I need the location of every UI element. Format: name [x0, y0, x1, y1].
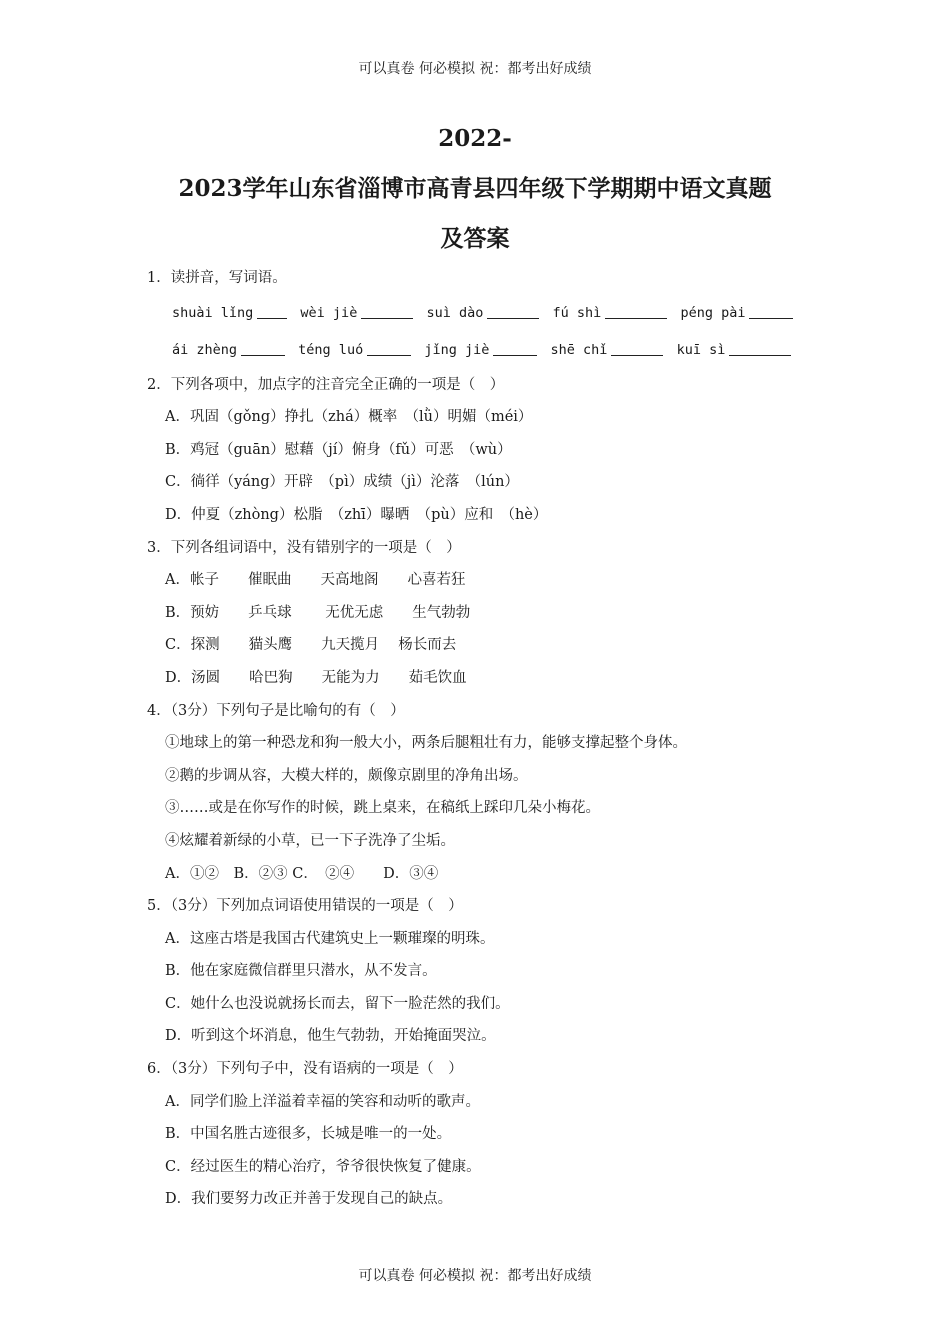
question-5-stem: 5．（3分）下列加点词语使用错误的一项是（ ） — [147, 898, 463, 915]
answer-blank[interactable] — [367, 341, 411, 356]
answer-blank[interactable] — [487, 304, 539, 319]
answer-blank[interactable] — [605, 304, 667, 319]
answer-blank[interactable] — [749, 304, 793, 319]
option-b[interactable]: B．鸡冠（guān）慰藉（jí）俯身（fǔ）可恶 （wù） — [165, 441, 512, 458]
option-b[interactable]: B．中国名胜古迹很多，长城是唯一的一处。 — [165, 1126, 452, 1143]
pinyin-row-1 — [147, 295, 817, 332]
answer-blank[interactable] — [241, 341, 285, 356]
question-6-stem: 6．（3分）下列句子中，没有语病的一项是（ ） — [147, 1061, 463, 1078]
document-title — [0, 114, 950, 264]
question-list — [147, 262, 817, 1216]
question-2-stem: 2．下列各项中，加点字的注音完全正确的一项是（ ） — [147, 376, 505, 393]
page-header: 可以真卷 何必模拟 祝：都考出好成绩 — [358, 61, 592, 77]
option-d[interactable]: D．仲夏（zhòng）松脂 （zhī）曝晒 （pù）应和 （hè） — [165, 506, 548, 523]
pinyin-item: wèi jiè — [300, 295, 413, 332]
option-d[interactable]: D．汤圆 哈巴狗 无能为力 茹毛饮血 — [165, 669, 467, 686]
answer-blank[interactable] — [493, 341, 537, 356]
option-c[interactable]: C．她什么也没说就扬长而去，留下一脸茫然的我们。 — [165, 995, 510, 1012]
question-3-stem: 3．下列各组词语中，没有错别字的一项是（ ） — [147, 539, 461, 556]
pinyin-item: péng pài — [680, 295, 793, 332]
pinyin-row-2 — [147, 332, 817, 369]
pinyin-item: shuài lǐng — [172, 295, 287, 332]
sentence-4: ④炫耀着新绿的小草，已一下子洗净了尘垢。 — [165, 832, 455, 849]
option-c[interactable]: C．探测 猫头鹰 九天揽月 杨长而去 — [165, 637, 457, 654]
question-4-stem: 4．（3分）下列句子是比喻句的有（ ） — [147, 702, 405, 719]
option-d[interactable]: D．听到这个坏消息，他生气勃勃，开始掩面哭泣。 — [165, 1028, 496, 1045]
question-4-options[interactable]: A．①② B．②③ C． ②④ D．③④ — [165, 865, 439, 882]
pinyin-item: téng luó — [298, 332, 411, 369]
option-a[interactable]: A．巩固（gǒng）挣扎（zhá）概率 （lǜ）明媚（méi） — [165, 409, 533, 426]
question-1-stem: 1．读拼音，写词语。 — [147, 270, 287, 286]
title-line-1: 2022- — [438, 125, 512, 152]
page-footer: 可以真卷 何必模拟 祝：都考出好成绩 — [358, 1268, 592, 1284]
sentence-3: ③……或是在你写作的时候，跳上桌来，在稿纸上踩印几朵小梅花。 — [165, 800, 600, 817]
option-b[interactable]: B．预妨 乒乓球 无优无虑 生气勃勃 — [165, 604, 471, 621]
option-b[interactable]: B．他在家庭微信群里只潜水，从不发言。 — [165, 963, 437, 980]
option-a[interactable]: A．这座古塔是我国古代建筑史上一颗璀璨的明珠。 — [165, 930, 495, 947]
option-a[interactable]: A．同学们脸上洋溢着幸福的笑容和动听的歌声。 — [165, 1093, 480, 1110]
answer-blank[interactable] — [729, 341, 791, 356]
sentence-2: ②鹅的步调从容，大模大样的，颇像京剧里的净角出场。 — [165, 767, 528, 784]
answer-blank[interactable] — [361, 304, 413, 319]
option-c[interactable]: C．经过医生的精心治疗，爷爷很快恢复了健康。 — [165, 1158, 481, 1175]
answer-blank[interactable] — [257, 304, 287, 319]
pinyin-item: fú shì — [553, 295, 668, 332]
pinyin-item: shē chǐ — [551, 332, 664, 369]
option-d[interactable]: D．我们要努力改正并善于发现自己的缺点。 — [165, 1191, 453, 1208]
sentence-1: ①地球上的第一种恐龙和狗一般大小，两条后腿粗壮有力，能够支撑起整个身体。 — [165, 735, 687, 752]
title-line-2: 2023学年山东省淄博市高青县四年级下学期期中语文真题 — [178, 175, 772, 202]
pinyin-item: jǐng jiè — [424, 332, 537, 369]
title-line-3: 及答案 — [440, 225, 510, 252]
pinyin-item: kuī sì — [677, 332, 792, 369]
pinyin-item: ái zhèng — [172, 332, 285, 369]
option-c[interactable]: C．徜徉（yáng）开辟 （pì）成绩（jì）沦落 （lún） — [165, 474, 519, 491]
option-a[interactable]: A．帐子 催眠曲 天高地阁 心喜若狂 — [165, 572, 466, 589]
pinyin-item: suì dào — [426, 295, 539, 332]
answer-blank[interactable] — [611, 341, 663, 356]
